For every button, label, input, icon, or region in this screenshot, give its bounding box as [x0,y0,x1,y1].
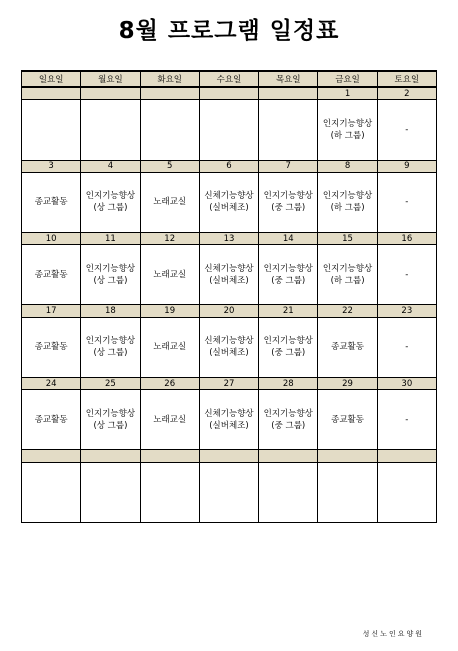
date-number: 25 [81,377,140,389]
activity-text: (중 그룹) [271,348,306,359]
date-number: 22 [318,305,377,317]
activity-text: - [405,342,409,353]
activity-cell [318,245,377,305]
activity-cell [377,245,436,305]
activity-cell [22,317,81,377]
activity-cell [22,100,81,160]
activity-cell [259,172,318,232]
activity-text: (하 그룹) [330,203,365,214]
date-number: 14 [259,232,318,244]
activity-text: 인지기능향상 [322,263,373,274]
activity-cell [377,390,436,450]
date-row [22,305,437,317]
date-number: 8 [318,160,377,172]
activity-cell [22,245,81,305]
activity-text: 종교활동 [331,414,364,425]
activity-text: (중 그룹) [271,275,306,286]
activity-cell [22,462,81,522]
activity-text: (하 그룹) [330,275,365,286]
date-number [199,450,258,462]
activity-text: 신체기능향상 [204,263,254,274]
activity-cell [199,390,258,450]
date-number: 11 [81,232,140,244]
activity-cell [140,390,199,450]
date-row [22,232,437,244]
activity-cell [199,317,258,377]
activity-text: (상 그룹) [93,420,128,431]
date-number: 19 [140,305,199,317]
activity-text: 종교활동 [34,197,68,208]
activity-cell [199,462,258,522]
activity-cell [377,462,436,522]
activity-text: 노래교실 [153,414,187,425]
date-number: 24 [22,377,81,389]
activity-cell [199,100,258,160]
date-number: 5 [140,160,199,172]
activity-cell [259,462,318,522]
weekday-header: 토요일 [377,71,436,87]
date-number: 30 [377,377,436,389]
activity-cell [259,245,318,305]
date-number [199,87,258,100]
activity-text: (실버체조) [209,203,249,214]
activity-text: 신체기능향상 [204,191,254,202]
date-number: 29 [318,377,377,389]
activity-cell [199,245,258,305]
date-number: 17 [22,305,81,317]
activity-text: (실버체조) [209,420,249,431]
date-number: 26 [140,377,199,389]
date-number: 16 [377,232,436,244]
date-number [22,87,81,100]
activity-cell [140,100,199,160]
activity-cell [377,172,436,232]
calendar-table [21,70,437,523]
activity-cell [259,317,318,377]
activity-cell [81,172,140,232]
date-number: 21 [259,305,318,317]
date-number [81,87,140,100]
activity-text: - [405,124,409,135]
date-number [377,450,436,462]
activity-text: 인지기능향상 [85,336,136,347]
activity-text: 인지기능향상 [263,408,313,419]
activity-cell [81,317,140,377]
date-number: 13 [199,232,258,244]
date-number [140,450,199,462]
activity-text: - [405,197,409,208]
activity-text: - [405,269,409,280]
activity-text: (하 그룹) [330,130,365,141]
activity-text: - [405,414,409,425]
footer-org-name: 성신노인요양원 [362,630,424,638]
activity-text: (중 그룹) [271,420,306,431]
activity-cell [81,390,140,450]
date-number: 27 [199,377,258,389]
activity-text: 인지기능향상 [263,263,313,274]
weekday-header-row [22,71,437,87]
weekday-header: 금요일 [318,71,377,87]
date-number: 23 [377,305,436,317]
activity-cell [318,172,377,232]
date-number: 15 [318,232,377,244]
date-number: 4 [81,160,140,172]
activity-cell [140,317,199,377]
date-number [81,450,140,462]
date-number: 9 [377,160,436,172]
date-number: 12 [140,232,199,244]
activity-cell [318,100,377,160]
activity-text: 종교활동 [331,342,364,353]
activity-text: 노래교실 [153,197,187,208]
date-number [140,87,199,100]
activity-text: (상 그룹) [93,275,128,286]
activity-cell [81,462,140,522]
date-number: 28 [259,377,318,389]
activity-cell [140,462,199,522]
activity-cell [318,317,377,377]
activity-text: (실버체조) [209,348,249,359]
activity-cell [377,100,436,160]
activity-text: 노래교실 [153,269,187,280]
activity-cell [377,317,436,377]
date-number: 6 [199,160,258,172]
date-number [259,450,318,462]
activity-text: 종교활동 [34,342,68,353]
date-row [22,450,437,462]
activity-text: 인지기능향상 [322,191,373,202]
activity-text: 인지기능향상 [85,263,136,274]
activity-text: 인지기능향상 [85,408,136,419]
date-row [22,377,437,389]
activity-row [22,172,437,232]
activity-row [22,245,437,305]
activity-cell [318,462,377,522]
activity-row [22,100,437,160]
date-number [22,450,81,462]
activity-cell [22,390,81,450]
date-number: 3 [22,160,81,172]
activity-cell [199,172,258,232]
weekday-header: 월요일 [81,71,140,87]
activity-text: 노래교실 [153,342,187,353]
activity-text: 신체기능향상 [204,336,254,347]
activity-text: 인지기능향상 [322,118,373,129]
activity-cell [318,390,377,450]
activity-row [22,462,437,522]
activity-text: 인지기능향상 [263,191,313,202]
date-number: 10 [22,232,81,244]
activity-row [22,317,437,377]
date-number: 1 [318,87,377,100]
activity-cell [140,245,199,305]
weekday-header: 목요일 [259,71,318,87]
activity-text: 신체기능향상 [204,408,254,419]
date-row [22,160,437,172]
activity-cell [140,172,199,232]
activity-text: 종교활동 [34,269,68,280]
date-number [259,87,318,100]
activity-cell [259,390,318,450]
activity-text: 인지기능향상 [85,191,136,202]
date-number: 20 [199,305,258,317]
date-number: 18 [81,305,140,317]
date-row [22,87,437,100]
weekday-header: 수요일 [199,71,258,87]
weekday-header: 일요일 [22,71,81,87]
activity-cell [259,100,318,160]
activity-row [22,390,437,450]
activity-text: (중 그룹) [271,203,306,214]
activity-text: 종교활동 [34,414,68,425]
weekday-header: 화요일 [140,71,199,87]
activity-cell [22,172,81,232]
activity-cell [81,100,140,160]
activity-cell [81,245,140,305]
activity-text: (실버체조) [209,275,249,286]
activity-text: (상 그룹) [93,348,128,359]
page-title: 8월 프로그램 일정표 [118,18,340,44]
activity-text: 인지기능향상 [263,336,313,347]
activity-text: (상 그룹) [93,203,128,214]
date-number: 2 [377,87,436,100]
date-number [318,450,377,462]
date-number: 7 [259,160,318,172]
calendar-body [22,87,437,523]
